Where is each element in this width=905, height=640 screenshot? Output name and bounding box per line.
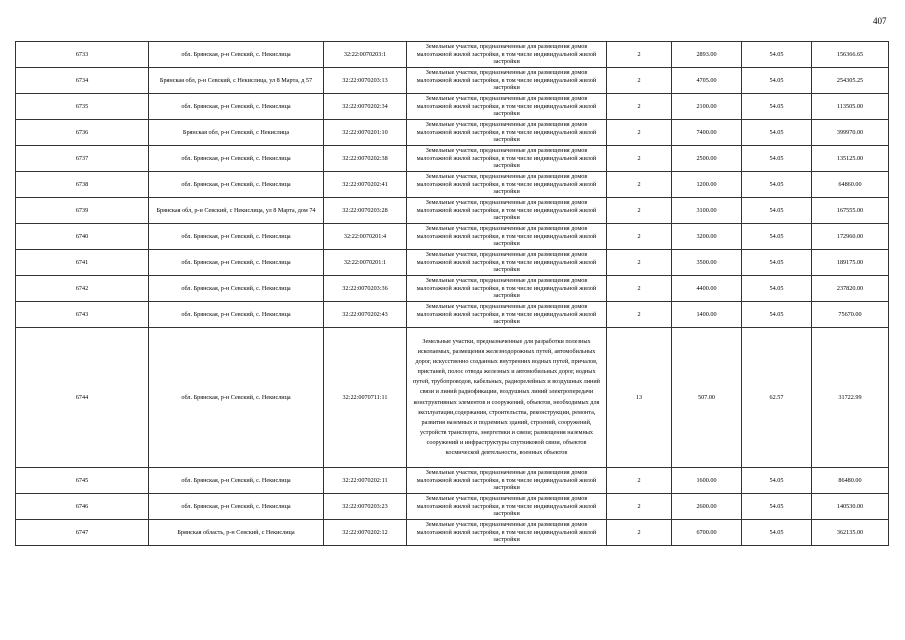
land-use-cell: Земельные участки, предназначенные для размещения домов малоэтажной жилой застройки, в том числе индивидуальной жилой застройки [407, 172, 607, 198]
table-row [16, 68, 889, 94]
row-number: 6738 [16, 172, 149, 198]
land-use-cell: Земельные участки, предназначенные для разработки полезных ископаемых, размещения железнодорожных путей, автомобильных дорог, искусственно созданных внутренних водных путей, причалов, пристаней, полос отвода железных и автомобильных дорог, водных путей, трубопроводов, кабельных, радиорелейных и воздушных линий связи и линий радиофикации, воздушных линий электропередачи конструктивных элементов и сооружений, объектов, необходимых для эксплуатации,содержания, строительства, реконструкции, ремонта, развития наземных и подземных зданий, строений, сооружений, устройств транспорта, энергетики и связи; размещения наземных сооружений и инфраструктуры спутниковой связи, объектов космической деятельности, военных объектов [407, 328, 607, 468]
code-cell: 2 [607, 68, 672, 94]
table-row [16, 42, 889, 68]
address-cell: обл. Брянская, р-н Севский, с. Некислица [149, 172, 324, 198]
row-number: 6733 [16, 42, 149, 68]
registry-table [15, 41, 889, 546]
cadastral-value-cell: 189175.00 [812, 250, 889, 276]
code-cell: 2 [607, 42, 672, 68]
row-number: 6743 [16, 302, 149, 328]
cadastral-value-cell: 237820.00 [812, 276, 889, 302]
address-cell: обл. Брянская, р-н Севский, с. Некислица [149, 94, 324, 120]
rate-cell: 54.05 [742, 68, 812, 94]
rate-cell: 54.05 [742, 42, 812, 68]
address-cell: обл. Брянская, р-н Севский, с. Некислица [149, 42, 324, 68]
cadastral-value-cell: 113505.00 [812, 94, 889, 120]
address-cell: обл. Брянская, р-н Севский, с. Некислица [149, 224, 324, 250]
area-cell: 507.00 [672, 328, 742, 468]
land-use-cell: Земельные участки, предназначенные для размещения домов малоэтажной жилой застройки, в том числе индивидуальной жилой застройки [407, 302, 607, 328]
cadastral-value-cell: 362135.00 [812, 520, 889, 546]
rate-cell: 54.05 [742, 250, 812, 276]
address-cell: Брянская обл, р-н Севский, с Некислица, ул 8 Марта, д 57 [149, 68, 324, 94]
code-cell: 2 [607, 276, 672, 302]
rate-cell: 54.05 [742, 468, 812, 494]
cadastral-number-cell: 32:22:0070201:4 [324, 224, 407, 250]
address-cell: обл. Брянская, р-н Севский, с. Некислица [149, 328, 324, 468]
row-number: 6745 [16, 468, 149, 494]
cadastral-number-cell: 32:22:0070202:11 [324, 468, 407, 494]
code-cell: 2 [607, 146, 672, 172]
table-row [16, 520, 889, 546]
land-use-cell: Земельные участки, предназначенные для размещения домов малоэтажной жилой застройки, в том числе индивидуальной жилой застройки [407, 276, 607, 302]
area-cell: 3100.00 [672, 198, 742, 224]
table-row [16, 172, 889, 198]
land-use-cell: Земельные участки, предназначенные для размещения домов малоэтажной жилой застройки, в том числе индивидуальной жилой застройки [407, 146, 607, 172]
cadastral-number-cell: 32:22:0070203:36 [324, 276, 407, 302]
cadastral-number-cell: 32:22:0070202:34 [324, 94, 407, 120]
row-number: 6739 [16, 198, 149, 224]
code-cell: 2 [607, 520, 672, 546]
land-use-cell: Земельные участки, предназначенные для размещения домов малоэтажной жилой застройки, в том числе индивидуальной жилой застройки [407, 520, 607, 546]
address-cell: обл. Брянская, р-н Севский, с. Некислица [149, 250, 324, 276]
address-cell: обл. Брянская, р-н Севский, с. Некислица [149, 276, 324, 302]
code-cell: 2 [607, 250, 672, 276]
rate-cell: 54.05 [742, 94, 812, 120]
code-cell: 2 [607, 172, 672, 198]
code-cell: 13 [607, 328, 672, 468]
table-row [16, 146, 889, 172]
table-row [16, 250, 889, 276]
cadastral-number-cell: 32:22:0070711:11 [324, 328, 407, 468]
code-cell: 2 [607, 120, 672, 146]
area-cell: 3200.00 [672, 224, 742, 250]
code-cell: 2 [607, 224, 672, 250]
land-use-cell: Земельные участки, предназначенные для размещения домов малоэтажной жилой застройки, в том числе индивидуальной жилой застройки [407, 250, 607, 276]
rate-cell: 54.05 [742, 172, 812, 198]
area-cell: 3500.00 [672, 250, 742, 276]
area-cell: 2893.00 [672, 42, 742, 68]
table-row [16, 276, 889, 302]
table-row [16, 328, 889, 468]
cadastral-number-cell: 32:22:0070202:43 [324, 302, 407, 328]
area-cell: 1400.00 [672, 302, 742, 328]
address-cell: обл. Брянская, р-н Севский, с. Некислица [149, 494, 324, 520]
rate-cell: 54.05 [742, 146, 812, 172]
row-number: 6744 [16, 328, 149, 468]
cadastral-value-cell: 399970.00 [812, 120, 889, 146]
rate-cell: 54.05 [742, 494, 812, 520]
rate-cell: 54.05 [742, 198, 812, 224]
address-cell: обл. Брянская, р-н Севский, с. Некислица [149, 146, 324, 172]
code-cell: 2 [607, 94, 672, 120]
rate-cell: 54.05 [742, 276, 812, 302]
cadastral-number-cell: 32:22:0070203:28 [324, 198, 407, 224]
address-cell: Брянская обл, р-н Севский, с Некислица [149, 120, 324, 146]
area-cell: 1600.00 [672, 468, 742, 494]
cadastral-value-cell: 140530.00 [812, 494, 889, 520]
cadastral-number-cell: 32:22:0070202:41 [324, 172, 407, 198]
row-number: 6735 [16, 94, 149, 120]
row-number: 6741 [16, 250, 149, 276]
address-cell: обл. Брянская, р-н Севский, с. Некислица [149, 468, 324, 494]
area-cell: 2600.00 [672, 494, 742, 520]
cadastral-number-cell: 32:22:0070203:1 [324, 42, 407, 68]
cadastral-number-cell: 32:22:0070203:13 [324, 68, 407, 94]
table-row [16, 224, 889, 250]
area-cell: 1200.00 [672, 172, 742, 198]
area-cell: 2500.00 [672, 146, 742, 172]
table-row [16, 302, 889, 328]
land-use-cell: Земельные участки, предназначенные для размещения домов малоэтажной жилой застройки, в том числе индивидуальной жилой застройки [407, 494, 607, 520]
area-cell: 4705.00 [672, 68, 742, 94]
cadastral-number-cell: 32:22:0070201:1 [324, 250, 407, 276]
cadastral-value-cell: 254305.25 [812, 68, 889, 94]
cadastral-value-cell: 156366.65 [812, 42, 889, 68]
cadastral-number-cell: 32:22:0070202:38 [324, 146, 407, 172]
row-number: 6734 [16, 68, 149, 94]
land-use-cell: Земельные участки, предназначенные для размещения домов малоэтажной жилой застройки, в том числе индивидуальной жилой застройки [407, 224, 607, 250]
area-cell: 7400.00 [672, 120, 742, 146]
land-use-cell: Земельные участки, предназначенные для размещения домов малоэтажной жилой застройки, в том числе индивидуальной жилой застройки [407, 94, 607, 120]
row-number: 6740 [16, 224, 149, 250]
code-cell: 2 [607, 494, 672, 520]
land-use-cell: Земельные участки, предназначенные для размещения домов малоэтажной жилой застройки, в том числе индивидуальной жилой застройки [407, 198, 607, 224]
row-number: 6737 [16, 146, 149, 172]
code-cell: 2 [607, 468, 672, 494]
cadastral-value-cell: 75670.00 [812, 302, 889, 328]
cadastral-number-cell: 32:22:0070202:12 [324, 520, 407, 546]
code-cell: 2 [607, 302, 672, 328]
table-row [16, 468, 889, 494]
cadastral-value-cell: 167555.00 [812, 198, 889, 224]
rate-cell: 62.57 [742, 328, 812, 468]
row-number: 6736 [16, 120, 149, 146]
land-use-cell: Земельные участки, предназначенные для размещения домов малоэтажной жилой застройки, в том числе индивидуальной жилой застройки [407, 468, 607, 494]
table-row [16, 198, 889, 224]
cadastral-value-cell: 31722.99 [812, 328, 889, 468]
land-use-cell: Земельные участки, предназначенные для размещения домов малоэтажной жилой застройки, в том числе индивидуальной жилой застройки [407, 120, 607, 146]
area-cell: 2100.00 [672, 94, 742, 120]
area-cell: 6700.00 [672, 520, 742, 546]
address-cell: обл. Брянская, р-н Севский, с. Некислица [149, 302, 324, 328]
cadastral-value-cell: 86480.00 [812, 468, 889, 494]
area-cell: 4400.00 [672, 276, 742, 302]
row-number: 6746 [16, 494, 149, 520]
cadastral-value-cell: 64860.00 [812, 172, 889, 198]
rate-cell: 54.05 [742, 520, 812, 546]
land-use-cell: Земельные участки, предназначенные для размещения домов малоэтажной жилой застройки, в том числе индивидуальной жилой застройки [407, 42, 607, 68]
rate-cell: 54.05 [742, 120, 812, 146]
land-use-cell: Земельные участки, предназначенные для размещения домов малоэтажной жилой застройки, в том числе индивидуальной жилой застройки [407, 68, 607, 94]
cadastral-number-cell: 32:22:0070201:10 [324, 120, 407, 146]
table-row [16, 94, 889, 120]
cadastral-number-cell: 32:22:0070203:23 [324, 494, 407, 520]
cadastral-value-cell: 135125.00 [812, 146, 889, 172]
address-cell: Брянская область, р-н Севский, с Некислица [149, 520, 324, 546]
address-cell: Брянская обл, р-н Севский, с Некислица, ул 8 Марта, дом 74 [149, 198, 324, 224]
page-number: 407 [873, 16, 887, 26]
table-row [16, 494, 889, 520]
rate-cell: 54.05 [742, 224, 812, 250]
rate-cell: 54.05 [742, 302, 812, 328]
row-number: 6742 [16, 276, 149, 302]
cadastral-value-cell: 172960.00 [812, 224, 889, 250]
row-number: 6747 [16, 520, 149, 546]
code-cell: 2 [607, 198, 672, 224]
table-row [16, 120, 889, 146]
